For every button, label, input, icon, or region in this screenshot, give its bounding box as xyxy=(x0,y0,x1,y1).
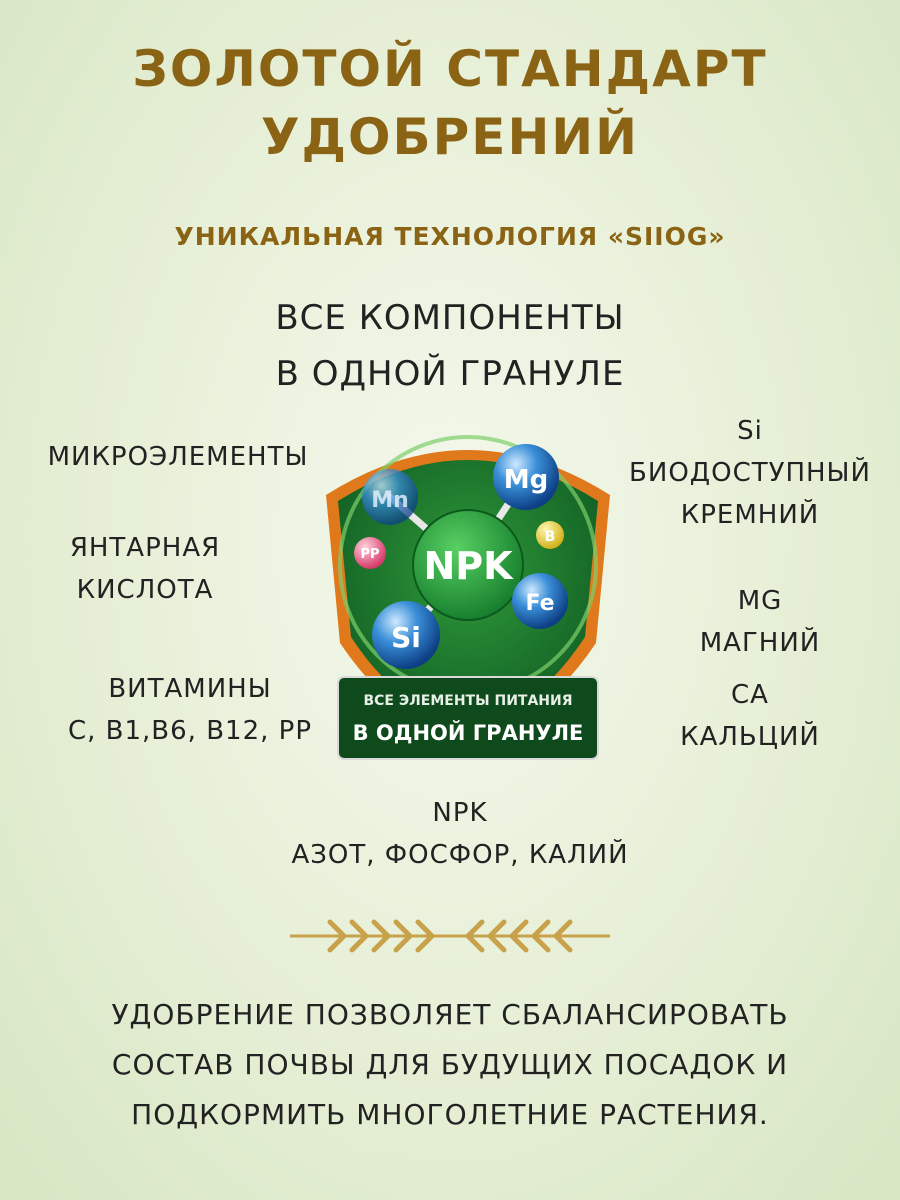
wheat-divider xyxy=(290,912,610,960)
mg-text: Mg xyxy=(503,465,549,495)
label-npk xyxy=(0,792,900,876)
headline-line-1: ВСЕ КОМПОНЕНТЫ xyxy=(275,298,625,338)
silicon-line-2: БИОДОСТУПНЫЙ xyxy=(629,458,871,488)
note-line-2: СОСТАВ ПОЧВЫ ДЛЯ БУДУЩИХ ПОСАДОК И xyxy=(111,1048,789,1081)
calcium-line-1: CA xyxy=(731,680,769,710)
title-line-2: УДОБРЕНИЙ xyxy=(260,108,640,166)
banner-line-2: В ОДНОЙ ГРАНУЛЕ xyxy=(352,721,584,745)
subtitle: УНИКАЛЬНАЯ ТЕХНОЛОГИЯ «SIIOG» xyxy=(174,222,726,251)
npk-center-text: NPK xyxy=(423,544,513,588)
banner-line-1: ВСЕ ЭЛЕМЕНТЫ ПИТАНИЯ xyxy=(363,693,573,709)
npk-line-2: АЗОТ, ФОСФОР, КАЛИЙ xyxy=(291,840,629,870)
note-line-1: УДОБРЕНИЕ ПОЗВОЛЯЕТ СБАЛАНСИРОВАТЬ xyxy=(111,998,789,1031)
bottom-note xyxy=(0,990,900,1140)
note-line-3: ПОДКОРМИТЬ МНОГОЛЕТНИЕ РАСТЕНИЯ. xyxy=(131,1098,769,1131)
page-title xyxy=(0,35,900,171)
label-magnesium xyxy=(660,580,860,664)
label-vitamins xyxy=(40,668,340,752)
mn-text: Mn xyxy=(371,488,409,513)
microelements-text: МИКРОЭЛЕМЕНТЫ xyxy=(47,442,309,472)
calcium-line-2: КАЛЬЦИЙ xyxy=(680,722,820,752)
vitamins-line-2: C, B1,B6, B12, PP xyxy=(67,716,313,746)
si-text: Si xyxy=(391,621,421,654)
npk-line-1: NPK xyxy=(432,798,488,828)
silicon-line-1: Si xyxy=(737,416,763,446)
title-line-1: ЗОЛОТОЙ СТАНДАРТ xyxy=(132,40,768,98)
pp-text: PP xyxy=(360,547,380,562)
npk-emblem xyxy=(318,415,618,765)
vitamins-line-1: ВИТАМИНЫ xyxy=(108,674,272,704)
silicon-line-3: КРЕМНИЙ xyxy=(680,500,820,530)
label-silicon xyxy=(600,410,900,536)
b-text: B xyxy=(544,529,556,545)
emblem-banner xyxy=(338,677,598,759)
label-calcium xyxy=(655,674,845,758)
headline xyxy=(0,290,900,402)
label-succinic-acid xyxy=(30,527,260,611)
magnesium-line-2: МАГНИЙ xyxy=(699,628,821,658)
magnesium-line-1: MG xyxy=(737,586,783,616)
acid-line-1: ЯНТАРНАЯ xyxy=(69,533,221,563)
acid-line-2: КИСЛОТА xyxy=(76,575,214,605)
fe-text: Fe xyxy=(525,591,555,616)
label-microelements xyxy=(8,436,348,478)
headline-line-2: В ОДНОЙ ГРАНУЛЕ xyxy=(275,354,625,394)
